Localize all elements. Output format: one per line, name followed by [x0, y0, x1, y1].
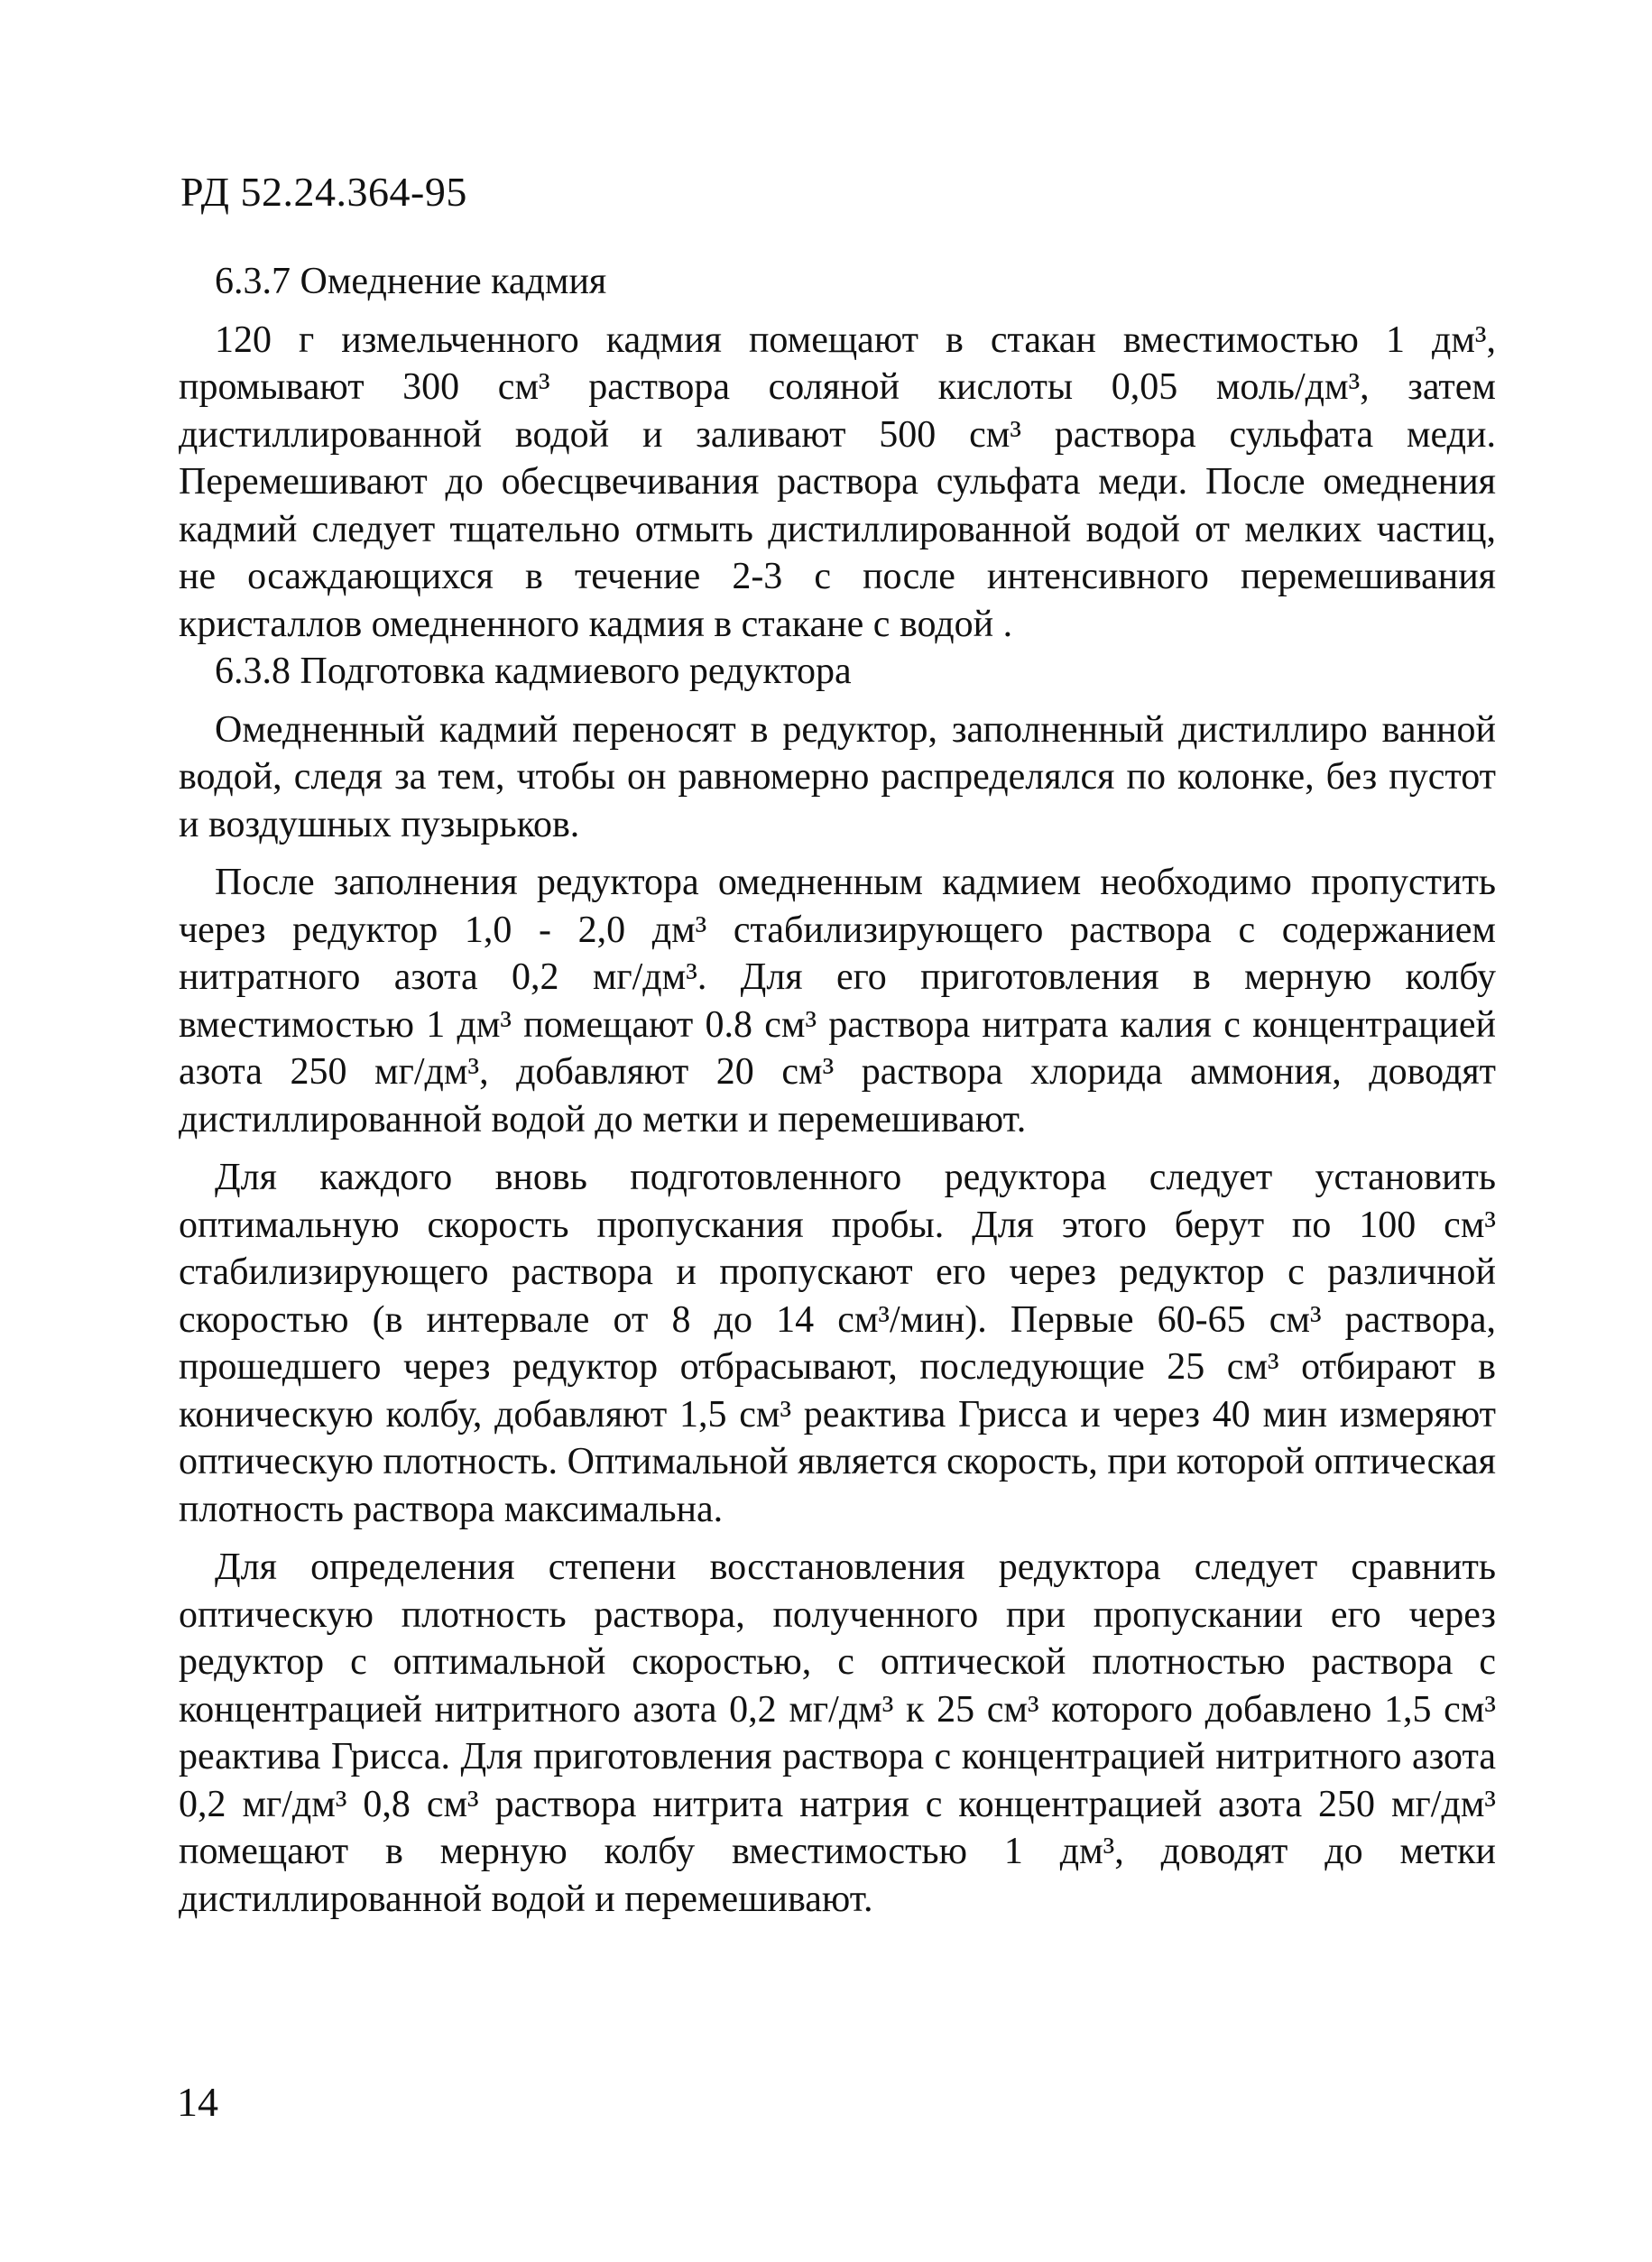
section-heading-6-3-7: 6.3.7 Омеднение кадмия	[215, 261, 607, 302]
document-body	[179, 258, 1496, 1923]
paragraph-reduction-degree: Для определения степени восстановления редуктора следует сравнить оптическую плотность раствора, полученного при пропускании его через редуктор с оптимальной скоростью, с оптической плотностью раствора с концентрацией нитритного азота 0,2 мг/дм³ к 25 см³ которого добавлено 1,5 см³ реактива Грисса. Для приготовления раствора с концентрацией нитритного азота 0,2 мг/дм³ 0,8 см³ раствора нитрита натрия с концентрацией азота 250 мг/дм³ помещают в мерную колбу вместимостью 1 дм³, доводят до метки дистиллированной водой и перемешивают.	[179, 1546, 1496, 1920]
paragraph-optimal-speed: Для каждого вновь подготовленного редуктора следует установить оптимальную скорость пропускания пробы. Для этого берут по 100 см³ стабилизирующего раствора и пропускают его через редуктор с различной скоростью (в интервале от 8 до 14 см³/мин). Первые 60-65 см³ раствора, прошедшего через редуктор отбрасывают, последующие 25 см³ отбирают в коническую колбу, добавляют 1,5 см³ реактива Грисса и через 40 мин измеряют оптическую плотность. Оптимальной является скорость, при которой оптическая плотность раствора максимальна.	[179, 1157, 1496, 1530]
paragraph-stabilizing-solution: После заполнения редуктора омедненным кадмием необходимо пропустить через редуктор 1,0 - 2,0 дм³ стабилизирующего раствора с содержанием нитратного азота 0,2 мг/дм³. Для его приготовления в мерную колбу вместимостью 1 дм³ помещают 0.8 см³ раствора нитрата калия с концентрацией азота 250 мг/дм³, добавляют 20 см³ раствора хлорида аммония, доводят дистиллированной водой до метки и перемешивают.	[179, 862, 1496, 1140]
paragraph-cadmium-coppering: 120 г измельченного кадмия помещают в стакан вместимостью 1 дм³, промывают 300 см³ раствора соляной кислоты 0,05 моль/дм³, затем дистиллированной водой и заливают 500 см³ раствора сульфата меди. Перемешивают до обесцвечивания раствора сульфата меди. После омеднения кадмий следует тщательно отмыть дистиллированной водой от мелких частиц, не осаждающихся в течение 2-3 с после интенсивного перемешивания кристаллов омедненного кадмия в стакане с водой .	[179, 319, 1496, 645]
section-heading-6-3-8: 6.3.8 Подготовка кадмиевого редуктора	[215, 651, 852, 692]
document-code: РД 52.24.364-95	[180, 169, 467, 215]
page-number: 14	[177, 2079, 218, 2125]
paragraph-reductor-filling: Омедненный кадмий переносят в редуктор, заполненный дистиллиро ванной водой, следя за тем, чтобы он равномерно распределялся по колонке, без пустот и воздушных пузырьков.	[179, 708, 1496, 845]
